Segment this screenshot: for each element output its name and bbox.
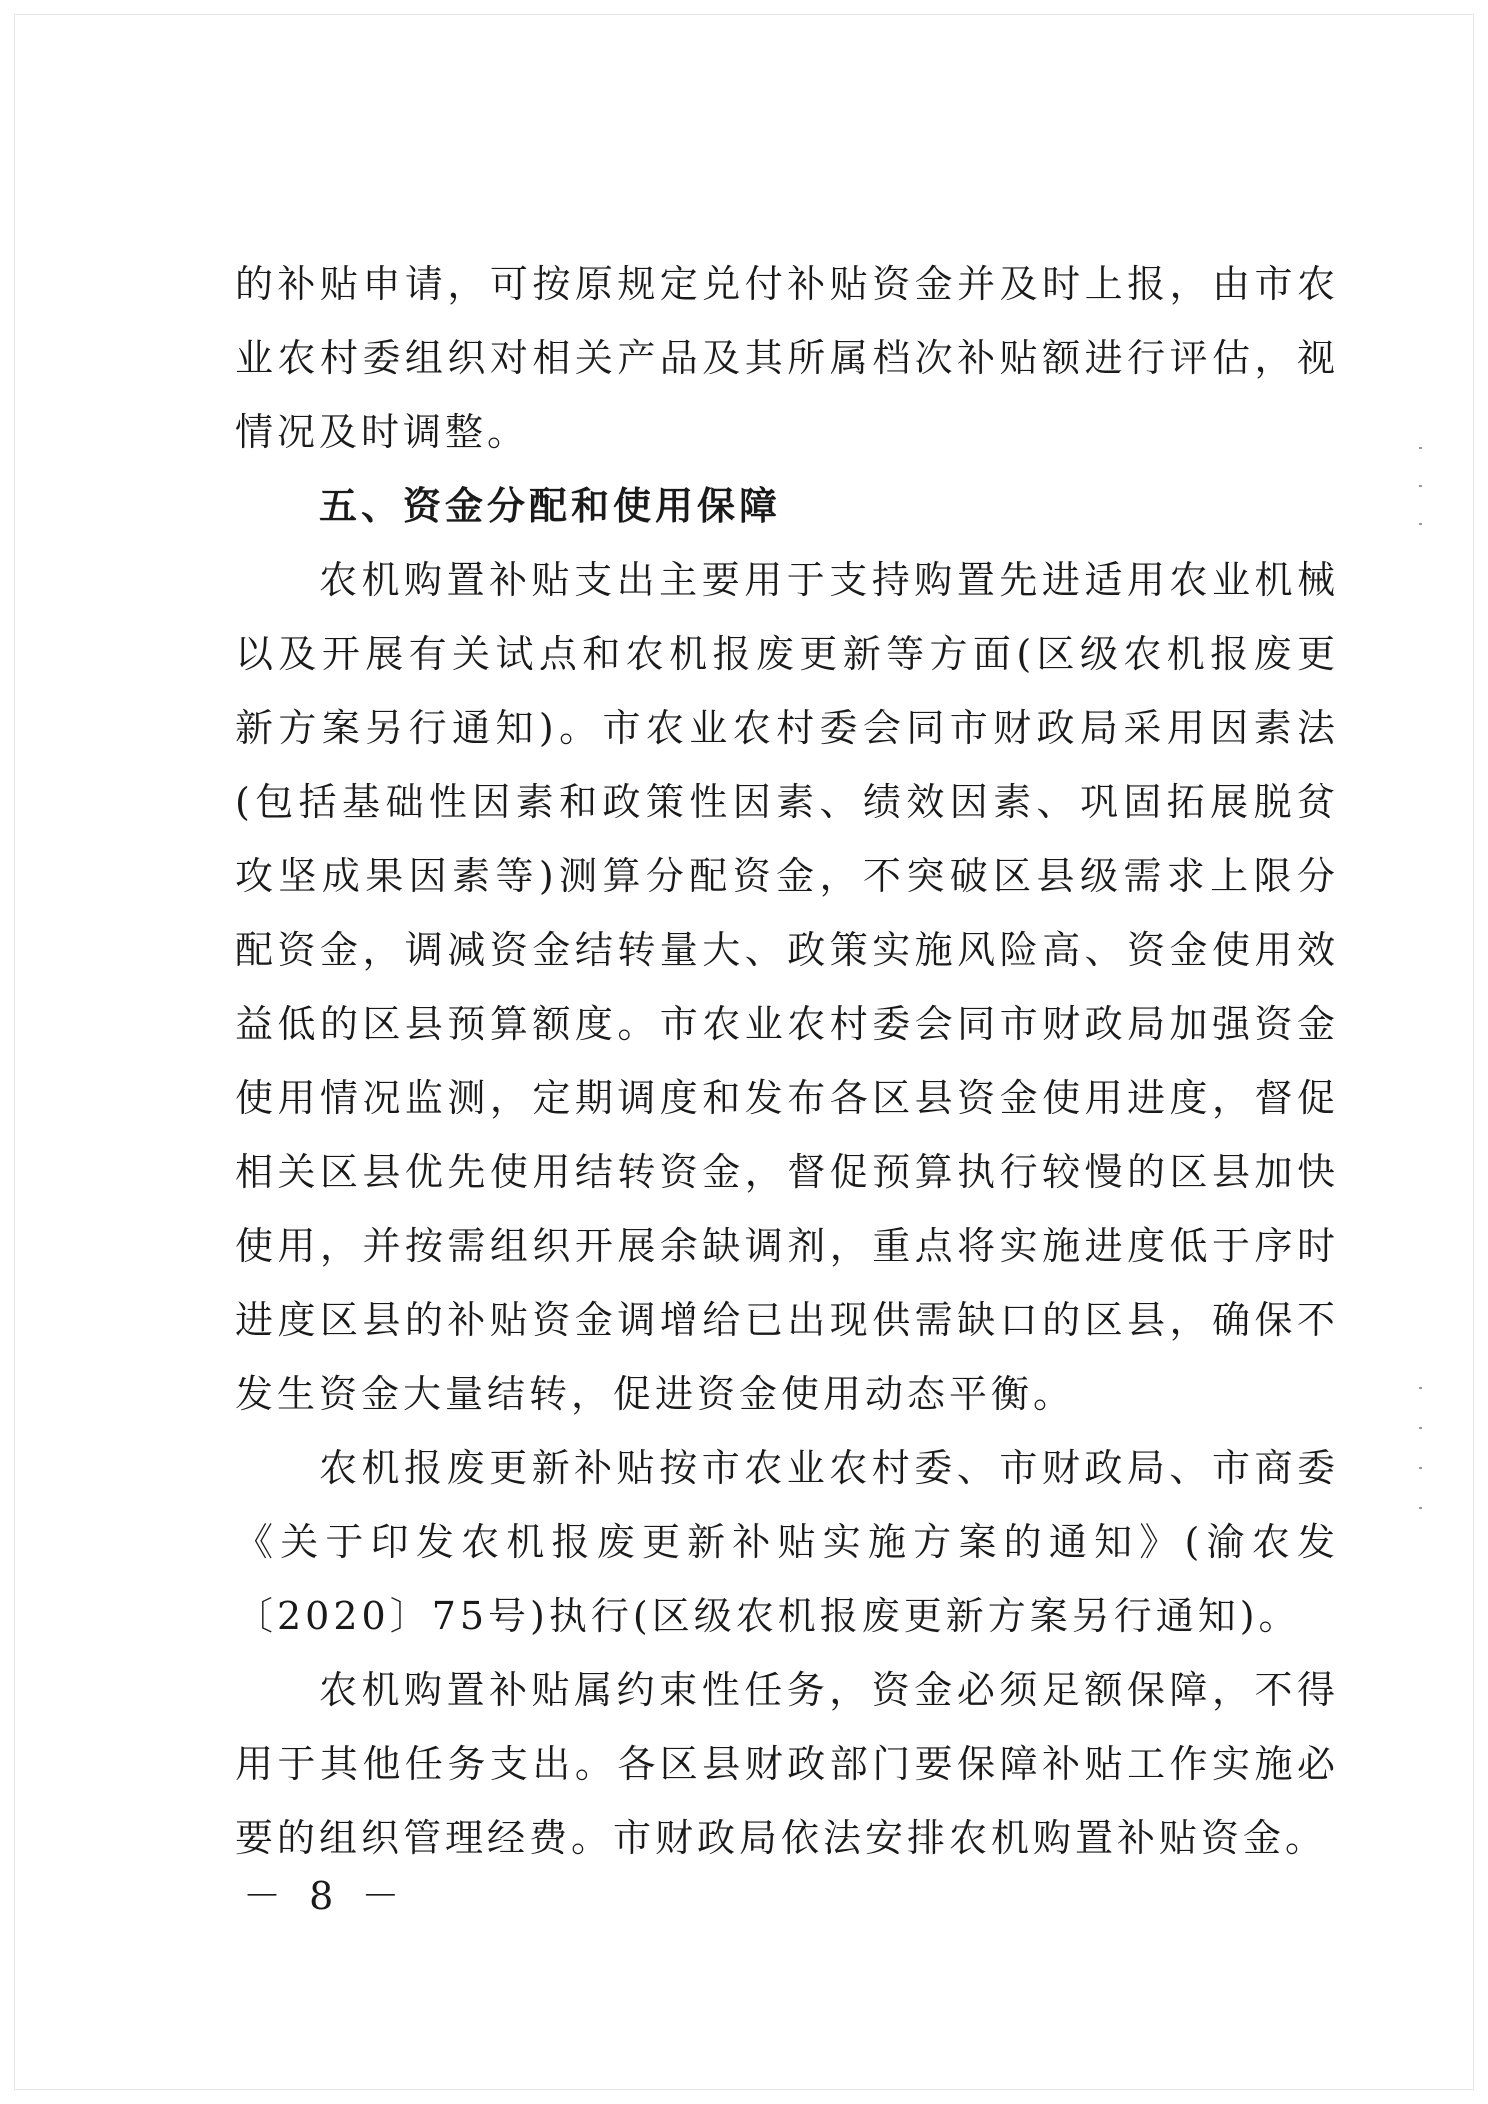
paragraph-fund-allocation: 农机购置补贴支出主要用于支持购置先进适用农业机械以及开展有关试点和农机报废更新等方面(区级农机报废更新方案另行通知)。市农业农村委会同市财政局采用因素法(包括基础性因素和政策性因素、绩效因素、巩固拓展脱贫攻坚成果因素等)测算分配资金，不突破区县级需求上限分配资金，调减资金结转量大、政策实施风险高、资金使用效益低的区县预算额度。市农业农村委会同市财政局加强资金使用情况监测，定期调度和发布各区县资金使用进度，督促相关区县优先使用结转资金，督促预算执行较慢的区县加快使用，并按需组织开展余缺调剂，重点将实施进度低于序时进度区县的补贴资金调增给已出现供需缺口的区县，确保不发生资金大量结转，促进资金使用动态平衡。 bbox=[235, 558, 1339, 1416]
scan-margin-marks bbox=[1419, 15, 1423, 2091]
document-body bbox=[235, 247, 1339, 1875]
margin-tick bbox=[1419, 1427, 1422, 1429]
margin-tick bbox=[1419, 1507, 1422, 1509]
margin-tick bbox=[1419, 485, 1422, 487]
paragraph-continuation: 的补贴申请，可按原规定兑付补贴资金并及时上报，由市农业农村委组织对相关产品及其所属档次补贴额进行评估，视情况及时调整。 bbox=[235, 262, 1339, 454]
document-page bbox=[14, 14, 1474, 2090]
margin-tick bbox=[1419, 523, 1422, 525]
page-number: － 8 － bbox=[243, 1874, 408, 1918]
paragraph-scrap-renewal: 农机报废更新补贴按市农业农村委、市财政局、市商委《关于印发农机报废更新补贴实施方案的通知》(渝农发〔2020〕75号)执行(区级农机报废更新方案另行通知)。 bbox=[235, 1446, 1339, 1638]
section-heading: 五、资金分配和使用保障 bbox=[319, 484, 782, 528]
margin-tick bbox=[1419, 447, 1422, 449]
paragraph-fund-guarantee: 农机购置补贴属约束性任务，资金必须足额保障，不得用于其他任务支出。各区县财政部门要保障补贴工作实施必要的组织管理经费。市财政局依法安排农机购置补贴资金。 bbox=[235, 1668, 1339, 1860]
margin-tick bbox=[1419, 1387, 1422, 1389]
margin-tick bbox=[1419, 1467, 1422, 1469]
